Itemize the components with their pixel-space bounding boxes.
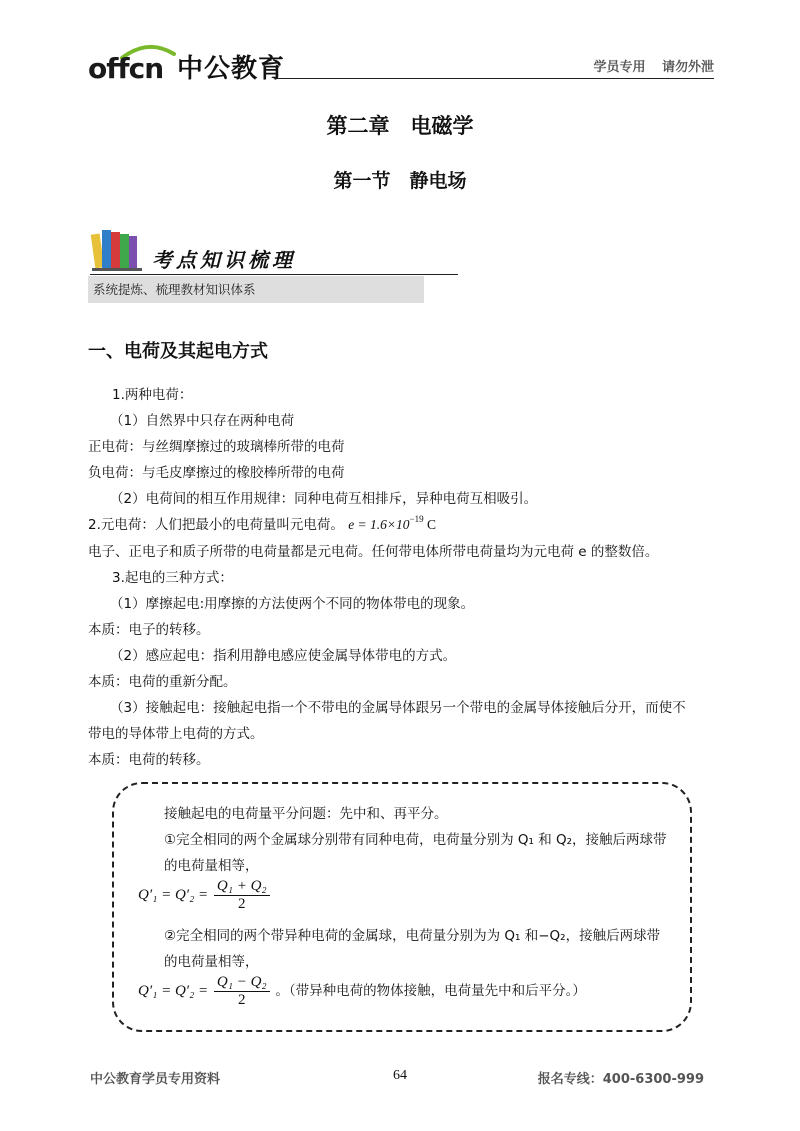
text-line: 本质：电子的转移。 [88, 622, 210, 638]
chapter-title: 第二章 电磁学 [326, 114, 474, 138]
text-line: （1）自然界中只存在两种电荷 [110, 413, 295, 429]
banner-rule [90, 274, 458, 275]
heading-charge: 一、电荷及其起电方式 [88, 341, 268, 362]
text-line: （2）感应起电：指利用静电感应使金属导体带电的方式。 [110, 648, 457, 664]
logo-brand-text: 中公教育 [177, 54, 286, 84]
callout-line: 的电荷量相等， [164, 954, 259, 970]
elementary-charge-text: 2.元电荷：人们把最小的电荷量叫元电荷。 [88, 517, 344, 533]
formula-numerator: Q₁ − Q₂ [214, 974, 270, 992]
formula-lhs: Q′₁ = Q′₂ = [138, 886, 209, 903]
header-tag-exclusive: 学员专用 [593, 60, 646, 75]
svg-text:offcn: offcn [88, 52, 164, 84]
formula-fraction [214, 878, 270, 913]
text-line: （2）电荷间的相互作用规律：同种电荷互相排斥，异种电荷互相吸引。 [110, 491, 538, 507]
text-line: 1.两种电荷： [112, 387, 193, 403]
elementary-charge-formula [348, 514, 436, 532]
text-line: 正电荷：与丝绸摩擦过的玻璃棒所带的电荷 [88, 439, 345, 455]
formula-denominator: 2 [238, 992, 246, 1008]
formula-exponent: −19 [409, 514, 424, 524]
formula-unit: C [423, 517, 436, 532]
text-line: 本质：电荷的转移。 [88, 752, 210, 768]
callout-line: ①完全相同的两个金属球分别带有同种电荷，电荷量分别为 Q₁ 和 Q₂，接触后两球带 [164, 832, 667, 848]
formula-denominator: 2 [238, 896, 246, 912]
text-line: （1）摩擦起电:用摩擦的方法使两个不同的物体带电的现象。 [110, 596, 475, 612]
text-line: （3）接触起电：接触起电指一个不带电的金属导体跟另一个带电的金属导体接触后分开，而使不 [110, 700, 686, 716]
section-title: 第一节 静电场 [333, 170, 467, 192]
formula-lhs: Q′₁ = Q′₂ = [138, 982, 209, 999]
header-tag-confidential: 请勿外泄 [661, 60, 714, 75]
banner-subtitle: 系统提炼、梳理教材知识体系 [88, 276, 424, 303]
header-tags [581, 56, 714, 75]
callout-line: 的电荷量相等， [164, 858, 259, 874]
text-line: 电子、正电子和质子所带的电荷量都是元电荷。任何带电体所带电荷量均为元电荷 e 的整数倍。 [88, 544, 659, 560]
formula-note: 。（带异种电荷的物体接触，电荷量先中和后平分。） [275, 982, 586, 999]
formula-base: e = 1.6×10 [348, 517, 410, 532]
text-line: 3.起电的三种方式： [112, 570, 233, 586]
footer-hotline: 报名专线：400-6300-999 [537, 1072, 704, 1087]
books-icon [90, 224, 146, 274]
header-rule [276, 78, 714, 79]
formula-numerator: Q₁ + Q₂ [214, 878, 270, 896]
callout-line: 接触起电的电荷量平分问题：先中和、再平分。 [164, 806, 448, 822]
text-line-elementary-charge [88, 513, 436, 533]
formula-opposite-charge [138, 974, 586, 1009]
banner-title: 考点知识梳理 [152, 248, 296, 272]
page-number: 64 [393, 1068, 407, 1083]
text-line: 带电的导体带上电荷的方式。 [88, 726, 264, 742]
footer-left: 中公教育学员专用资料 [90, 1072, 221, 1087]
formula-same-charge [138, 878, 272, 913]
formula-fraction [214, 974, 270, 1009]
callout-line: ②完全相同的两个带异种电荷的金属球，电荷量分别为为 Q₁ 和−Q₂，接触后两球带 [164, 928, 661, 944]
text-line: 负电荷：与毛皮摩擦过的橡胶棒所带的电荷 [88, 465, 345, 481]
text-line: 本质：电荷的重新分配。 [88, 674, 237, 690]
